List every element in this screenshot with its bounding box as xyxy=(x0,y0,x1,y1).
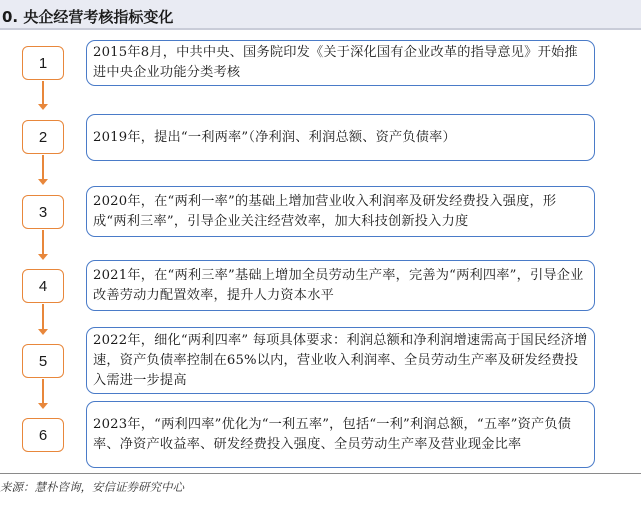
step-number-6: 6 xyxy=(22,418,64,452)
source-note: 来源：慧朴咨询，安信证券研究中心 xyxy=(0,480,184,494)
step-number-4: 4 xyxy=(22,269,64,303)
step-description-6 xyxy=(86,401,595,468)
step-text-3: 2020年，在“两利一率”的基础上增加营业收入利润率及研发经费投入强度，形成“两利三率”，引导企业关注经营效率，加大科技创新投入力度 xyxy=(93,193,557,229)
arrow-down-icon xyxy=(42,230,44,255)
step-text-1: 2015年8月，中共中央、国务院印发《关于深化国有企业改革的指导意见》开始推进中央企业功能分类考核 xyxy=(93,45,578,80)
step-description-5 xyxy=(86,327,595,394)
arrow-down-icon xyxy=(42,81,44,105)
step-number-5: 5 xyxy=(22,344,64,378)
step-number-2: 2 xyxy=(22,120,64,154)
title-bar xyxy=(0,0,641,30)
step-text-5: 2022年，细化“两利四率” 每项具体要求：利润总额和净利润增速需高于国民经济增速，资产负债率控制在65%以内，营业收入利润率、全员劳动生产率及研发经费投入需进一步提高 xyxy=(93,332,588,388)
arrow-down-icon xyxy=(42,304,44,330)
step-number-1: 1 xyxy=(22,46,64,80)
arrow-down-icon xyxy=(42,379,44,404)
page-title: 0. 央企经营考核指标变化 xyxy=(2,8,174,26)
step-description-3 xyxy=(86,186,595,237)
footer-divider xyxy=(0,473,641,474)
step-description-2 xyxy=(86,114,595,161)
step-text-4: 2021年，在“两利三率”基础上增加全员劳动生产率，完善为“两利四率”，引导企业改善劳动力配置效率，提升人力资本水平 xyxy=(93,267,584,303)
step-text-6: 2023年，“两利四率”优化为“一利五率”，包括“一利”利润总额，“五率”资产负债率、净资产收益率、研发经费投入强度、全员劳动生产率及营业现金比率 xyxy=(93,416,572,452)
step-text-2: 2019年，提出“一利两率”（净利润、利润总额、资产负债率） xyxy=(93,129,456,145)
arrow-down-icon xyxy=(42,155,44,180)
step-description-4 xyxy=(86,260,595,311)
step-description-1 xyxy=(86,40,595,86)
step-number-3: 3 xyxy=(22,195,64,229)
